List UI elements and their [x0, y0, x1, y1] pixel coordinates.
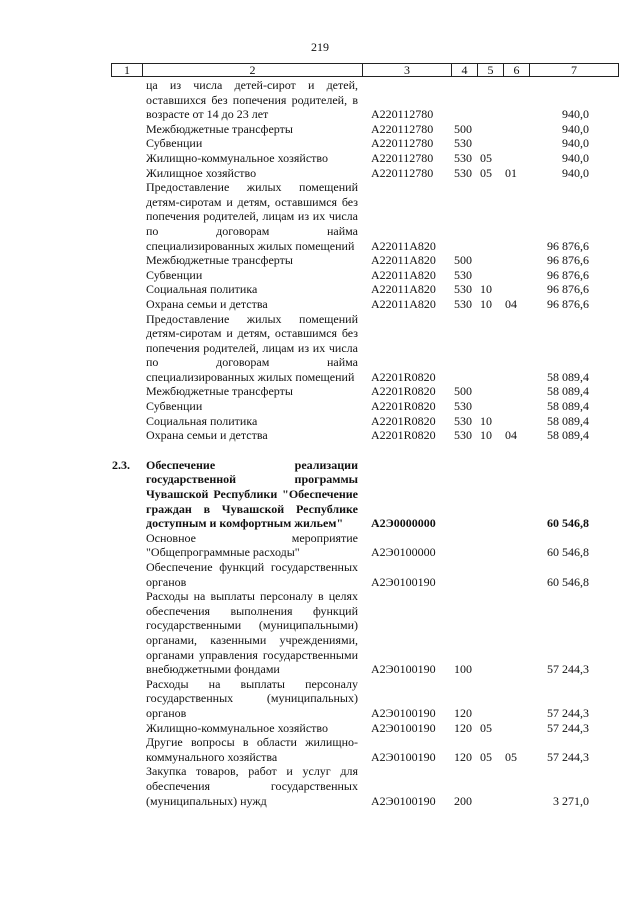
- row-code: А2201R0820: [371, 369, 436, 384]
- table-row: [0, 458, 640, 531]
- row-code: А2Э0100190: [371, 793, 436, 808]
- row-amount: 96 876,6: [547, 296, 589, 311]
- row-expense-type: 530: [454, 428, 472, 443]
- table-row: [0, 589, 640, 677]
- row-expense-type: 530: [454, 413, 472, 428]
- row-amount: 96 876,6: [547, 253, 589, 268]
- row-name: Расходы на выплаты персоналу государственных (муниципальных) органов: [146, 676, 358, 720]
- row-amount: 96 876,6: [547, 238, 589, 253]
- row-name: Жилищно-коммунальное хозяйство: [146, 720, 329, 735]
- row-code: А220112780: [371, 150, 434, 165]
- row-amount: 940,0: [562, 136, 589, 151]
- row-expense-type: 530: [454, 165, 472, 180]
- row-name: Расходы на выплаты персоналу в целях обеспечения выполнения функций государственными (муниципальными) органами, казенными учреждениями, органами управления государственными внебюджетными фондами: [146, 589, 358, 677]
- row-expense-type: 530: [454, 296, 472, 311]
- table-row: [0, 312, 640, 385]
- row-code: А220112780: [371, 136, 434, 151]
- row-name: Закупка товаров, работ и услуг для обеспечения государственных (муниципальных) нужд: [146, 764, 358, 808]
- row-amount: 58 089,4: [547, 428, 589, 443]
- row-section: 05: [480, 165, 492, 180]
- table-header: [111, 63, 619, 77]
- row-code: А2Э0000000: [371, 516, 436, 531]
- row-expense-type: 500: [454, 121, 472, 136]
- row-amount: 940,0: [562, 107, 589, 122]
- row-amount: 96 876,6: [547, 282, 589, 297]
- row-name: Межбюджетные трансферты: [146, 121, 293, 136]
- header-col-4: 4: [452, 64, 478, 76]
- row-section: 05: [480, 749, 492, 764]
- row-amount: 940,0: [562, 121, 589, 136]
- table-row: [0, 399, 640, 414]
- row-expense-type: 530: [454, 282, 472, 297]
- row-code: А2201R0820: [371, 413, 436, 428]
- header-col-2: 2: [143, 64, 363, 76]
- row-expense-type: 530: [454, 399, 472, 414]
- row-subsection: 01: [505, 165, 517, 180]
- row-name: Жилищно-коммунальное хозяйство: [146, 150, 329, 165]
- table-row: [0, 735, 640, 764]
- row-amount: 3 271,0: [553, 793, 589, 808]
- table-row: [0, 136, 640, 151]
- row-amount: 57 244,3: [547, 720, 589, 735]
- row-expense-type: 100: [454, 662, 472, 677]
- row-number: 2.3.: [112, 457, 130, 472]
- row-amount: 940,0: [562, 150, 589, 165]
- row-name: Субвенции: [146, 267, 203, 282]
- row-name: Другие вопросы в области жилищно-коммунального хозяйства: [146, 735, 358, 764]
- row-section: 10: [480, 282, 492, 297]
- row-code: А22011А820: [371, 253, 436, 268]
- row-amount: 58 089,4: [547, 384, 589, 399]
- row-code: А2201R0820: [371, 399, 436, 414]
- row-name: Жилищное хозяйство: [146, 165, 257, 180]
- table-row: [0, 721, 640, 736]
- row-name: Межбюджетные трансферты: [146, 384, 293, 399]
- table-row: [0, 282, 640, 297]
- table-row: [0, 78, 640, 122]
- row-code: А2201R0820: [371, 384, 436, 399]
- row-name: Обеспечение функций государственных органов: [146, 560, 358, 589]
- row-name: Обеспечение реализации государственной программы Чувашской Республики "Обеспечение граждан в Чувашской Республике доступным и комфортным жильем": [146, 457, 358, 531]
- row-code: А22011А820: [371, 282, 436, 297]
- row-name: Субвенции: [146, 399, 203, 414]
- row-code: А2Э0100190: [371, 705, 436, 720]
- row-expense-type: 120: [454, 705, 472, 720]
- row-name: ца из числа детей-сирот и детей, оставшихся без попечения родителей, в возрасте от 14 до 23 лет: [146, 78, 358, 122]
- row-code: А2201R0820: [371, 428, 436, 443]
- table-row: [0, 414, 640, 429]
- table-row: [0, 428, 640, 443]
- budget-table: [0, 78, 640, 808]
- row-amount: 58 089,4: [547, 369, 589, 384]
- row-subsection: 04: [505, 296, 517, 311]
- row-code: А2Э0100190: [371, 749, 436, 764]
- row-amount: 58 089,4: [547, 413, 589, 428]
- row-amount: 57 244,3: [547, 749, 589, 764]
- row-amount: 60 546,8: [547, 574, 589, 589]
- row-amount: 60 546,8: [547, 516, 589, 531]
- row-code: А22011А820: [371, 296, 436, 311]
- row-section: 10: [480, 296, 492, 311]
- table-row: [0, 151, 640, 166]
- row-subsection: 04: [505, 428, 517, 443]
- header-col-7: 7: [571, 63, 577, 77]
- row-name: Основное мероприятие "Общепрограммные расходы": [146, 530, 358, 560]
- row-section: 10: [480, 428, 492, 443]
- table-row: [0, 180, 640, 253]
- table-row: [0, 253, 640, 268]
- row-expense-type: 530: [454, 150, 472, 165]
- row-section: 05: [480, 720, 492, 735]
- page-number: 219: [311, 40, 329, 54]
- row-code: А2Э0100190: [371, 574, 436, 589]
- row-amount: 58 089,4: [547, 399, 589, 414]
- row-expense-type: 200: [454, 793, 472, 808]
- row-expense-type: 120: [454, 749, 472, 764]
- table-row: [0, 166, 640, 181]
- row-amount: 57 244,3: [547, 662, 589, 677]
- row-name: Предоставление жилых помещений детям-сиротам и детям, оставшимся без попечения родителей, лицам из их числа по договорам найма специализированных жилых помещений: [146, 311, 358, 384]
- row-expense-type: 120: [454, 720, 472, 735]
- row-name: Межбюджетные трансферты: [146, 253, 293, 268]
- row-code: А2Э0100190: [371, 720, 436, 735]
- row-expense-type: 500: [454, 253, 472, 268]
- table-row: [0, 297, 640, 312]
- table-row: [0, 122, 640, 137]
- header-col-6: 6: [504, 64, 530, 76]
- row-name: Социальная политика: [146, 413, 258, 428]
- row-code: А22011А820: [371, 238, 436, 253]
- row-amount: 57 244,3: [547, 705, 589, 720]
- row-code: А220112780: [371, 165, 434, 180]
- table-row: [0, 560, 640, 589]
- table-row: [0, 268, 640, 283]
- row-amount: 940,0: [562, 165, 589, 180]
- row-amount: 60 546,8: [547, 545, 589, 560]
- table-row: [0, 677, 640, 721]
- row-amount: 96 876,6: [547, 267, 589, 282]
- row-expense-type: 500: [454, 384, 472, 399]
- row-name: Охрана семьи и детства: [146, 428, 268, 443]
- row-name: Предоставление жилых помещений детям-сиротам и детям, оставшимся без попечения родителей, лицам из их числа по договорам найма специализированных жилых помещений: [146, 180, 358, 253]
- header-col-3: 3: [363, 64, 452, 76]
- row-name: Социальная политика: [146, 282, 258, 297]
- row-code: А2Э0100190: [371, 662, 436, 677]
- table-row: [0, 531, 640, 560]
- header-col-1: 1: [112, 64, 143, 76]
- row-code: А220112780: [371, 121, 434, 136]
- row-code: А220112780: [371, 107, 434, 122]
- section-gap: [0, 443, 640, 458]
- table-row: [0, 384, 640, 399]
- row-code: А2Э0100000: [371, 545, 436, 560]
- row-expense-type: 530: [454, 136, 472, 151]
- row-code: А22011А820: [371, 267, 436, 282]
- row-section: 10: [480, 413, 492, 428]
- row-section: 05: [480, 150, 492, 165]
- row-subsection: 05: [505, 749, 517, 764]
- header-col-5: 5: [478, 64, 504, 76]
- row-name: Субвенции: [146, 136, 203, 151]
- table-row: [0, 764, 640, 808]
- row-expense-type: 530: [454, 267, 472, 282]
- row-name: Охрана семьи и детства: [146, 296, 268, 311]
